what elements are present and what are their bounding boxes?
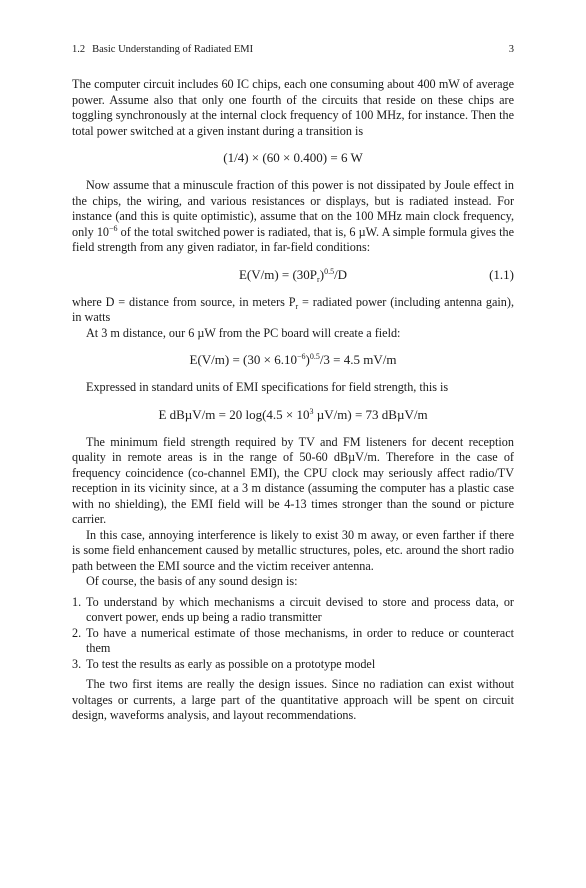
design-steps-list xyxy=(72,595,514,673)
list-text: To understand by which mechanisms a circuit devised to store and process data, or convert power, ends up being a radio transmitter xyxy=(86,594,514,624)
list-text: To have a numerical estimate of those mechanisms, in order to reduce or counteract them xyxy=(86,625,514,655)
text-segment: Now assume that a minuscule fraction of this power is not dissipated by Joule effect in the chips, the wiring, and various resistances or displays, but is radiated instead. For instance (and this is quite optimistic), assume that on the 100 MHz main clock frequency, only 10 xyxy=(72,178,514,239)
equation-dbuv xyxy=(72,407,514,423)
equation-number: (1.1) xyxy=(489,266,514,282)
paragraph-basis: Of course, the basis of any sound design is: xyxy=(86,574,298,588)
subscript: r xyxy=(317,274,320,284)
eq-part: ) xyxy=(305,352,310,367)
text-segment: where D = distance from source, in meters P xyxy=(72,294,296,309)
paragraph-where xyxy=(72,295,514,326)
paragraph-power: The computer circuit includes 60 IC chips, each one consuming about 400 mW of average power. Assume also that only one fourth of the circuits that reside on these chips are toggling synchronously at the internal clock frequency of 100 MHz, for instance. Then the total power switched at a given instant during a transition is xyxy=(72,77,514,138)
eq-part: E(V/m) = (30P xyxy=(238,266,318,282)
superscript: 3 xyxy=(309,406,314,416)
list-text: To test the results as early as possible on a prototype model xyxy=(86,656,376,671)
eq-part: /3 = 4.5 mV/m xyxy=(319,352,397,367)
list-item xyxy=(72,595,514,626)
book-page xyxy=(72,44,514,724)
text-segment: of the total switched power is radiated, that is, 6 µW. A simple formula gives the field strength from any given radiator, in far-field conditions: xyxy=(72,224,514,254)
paragraph-distance: At 3 m distance, our 6 µW from the PC board will create a field: xyxy=(86,325,401,340)
section-title: Basic Understanding of Radiated EMI xyxy=(92,44,254,55)
list-number: 3. xyxy=(72,656,82,671)
section-number: 1.2 xyxy=(72,44,86,55)
superscript: −6 xyxy=(109,223,118,233)
superscript: 0.5 xyxy=(309,352,320,361)
eq-part: E(V/m) = (30 × 6.10 xyxy=(189,352,297,367)
header-left xyxy=(72,44,253,55)
paragraph-interference: In this case, annoying interference is likely to exist 30 m away, or even farther if there is some field enhancement caused by metallic structures, poles, etc. around the short radio path between the EMI source and the victim receiver antenna. xyxy=(72,527,514,573)
subscript: r xyxy=(295,301,299,311)
eq-part: µV/m) = 73 dBµV/m xyxy=(313,406,428,422)
eq-part: ) xyxy=(319,266,325,282)
superscript: 0.5 xyxy=(324,266,335,276)
paragraph-field-requirements: The minimum field strength required by TV and FM listeners for decent reception quality in remote areas is in the range of 50-60 dBµV/m. Therefore in the case of frequency coincidence (co-channel EMI), the CPU clock may seriously affect radio/TV reception in its vicinity since, at a 3 m distance (assuming the computer has a plastic case with no shielding), the EMI field will be 4-13 times stronger than the sound or picture carrier. xyxy=(72,434,514,526)
list-item xyxy=(72,657,514,673)
list-number: 1. xyxy=(72,594,82,609)
paragraph-design-issues: The two first items are really the design issues. Since no radiation can exist without voltages or currents, a large part of the quantitative approach will be spent on circuit design, waveforms analysis, and layout recommendations. xyxy=(72,677,514,722)
list-number: 2. xyxy=(72,625,82,640)
eq-part: E dBµV/m = 20 log(4.5 × 10 xyxy=(158,406,310,422)
running-header xyxy=(72,44,514,55)
superscript: −6 xyxy=(296,352,306,361)
text-segment: = radiated power (including antenna gain), in watts xyxy=(72,294,515,324)
paragraph-units: Expressed in standard units of EMI specifications for field strength, this is xyxy=(86,380,449,394)
list-item xyxy=(72,626,514,657)
equation-total-power: (1/4) × (60 × 0.400) = 6 W xyxy=(223,150,363,165)
equation-field-strength xyxy=(72,267,514,283)
eq-part: /D xyxy=(334,266,348,282)
paragraph-radiated-fraction xyxy=(72,178,514,256)
equation-field-3m xyxy=(72,352,514,368)
page-number: 3 xyxy=(508,44,514,55)
